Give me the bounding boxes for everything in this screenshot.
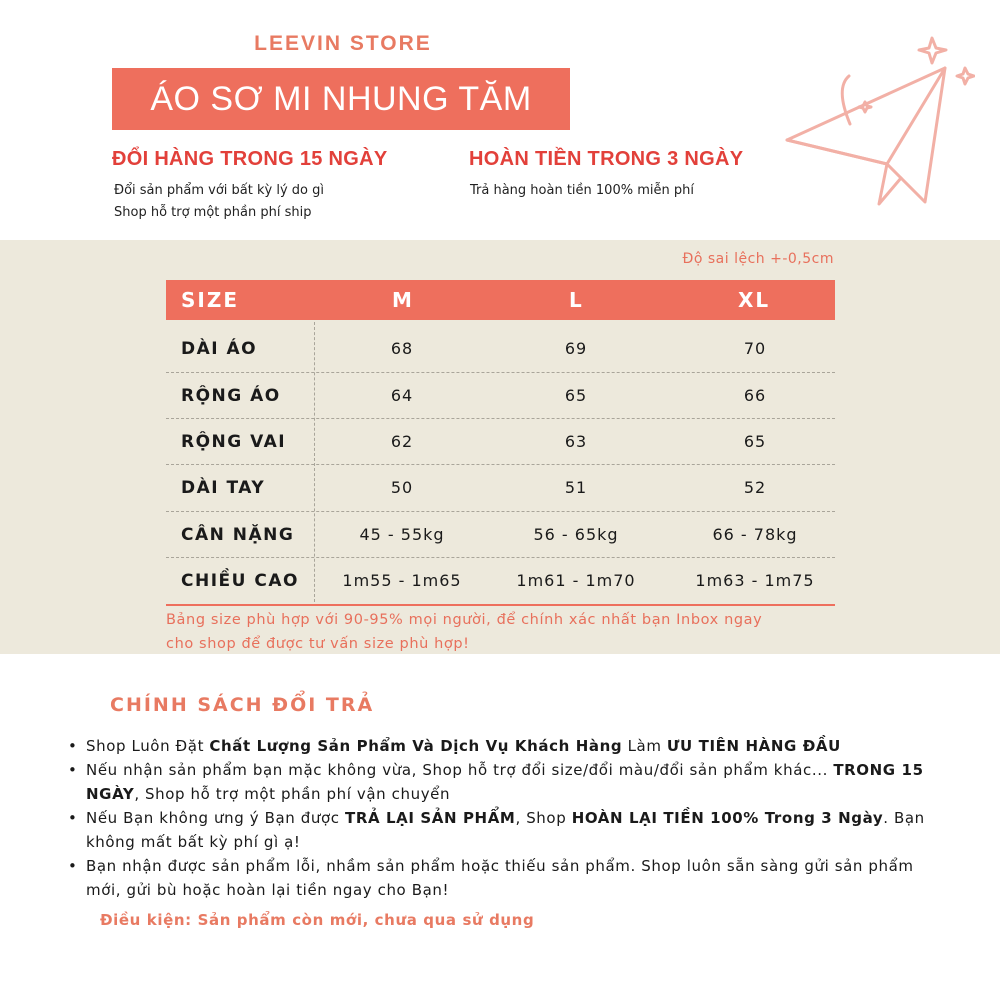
cell-xl: 1m63 - 1m75	[695, 571, 815, 590]
cell-m: 45 - 55kg	[359, 525, 445, 544]
bullet-emphasis: ƯU TIÊN HÀNG ĐẦU	[666, 737, 841, 755]
cell-l: 65	[564, 386, 588, 405]
refund-policy-line: Trả hàng hoàn tiền 100% miễn phí	[470, 183, 694, 198]
size-disclaimer	[166, 608, 846, 656]
table-row	[166, 512, 835, 558]
cell-l: 63	[564, 432, 588, 451]
cell-l: 69	[564, 339, 588, 358]
row-label: CHIỀU CAO	[181, 571, 299, 591]
cell-xl: 66 - 78kg	[712, 525, 798, 544]
size-table-header	[166, 280, 835, 320]
list-item	[62, 734, 942, 758]
cell-l: 1m61 - 1m70	[516, 571, 636, 590]
product-title-banner	[112, 68, 570, 130]
header-m: M	[392, 288, 414, 312]
list-item	[62, 758, 942, 806]
table-row	[166, 465, 835, 511]
return-policy-title: CHÍNH SÁCH ĐỔI TRẢ	[110, 694, 375, 716]
bullet-text: Bạn nhận được sản phẩm lỗi, nhầm sản phẩm hoặc thiếu sản phẩm. Shop luôn sẵn sàng gửi sản phẩm mới, gửi bù hoặc hoàn lại tiền ngay cho Bạn!	[86, 857, 914, 899]
table-row	[166, 558, 835, 604]
cell-m: 68	[390, 339, 414, 358]
cell-xl: 65	[743, 432, 767, 451]
row-label: CÂN NẶNG	[181, 525, 295, 545]
disclaimer-line: Bảng size phù hợp với 90-95% mọi người, để chính xác nhất bạn Inbox ngay	[166, 612, 763, 628]
bullet-text: Nếu Bạn không ưng ý Bạn được	[86, 809, 345, 827]
bullet-text: Nếu nhận sản phẩm bạn mặc không vừa, Shop hỗ trợ đổi size/đổi màu/đổi sản phẩm khác...	[86, 761, 828, 779]
cell-m: 64	[390, 386, 414, 405]
bullet-emphasis: Chất Lượng Sản Phẩm Và Dịch Vụ Khách Hàng	[209, 737, 623, 755]
cell-m: 62	[390, 432, 414, 451]
paper-plane-icon	[775, 28, 975, 228]
product-title: ÁO SƠ MI NHUNG TĂM	[150, 79, 532, 118]
cell-m: 1m55 - 1m65	[342, 571, 462, 590]
row-label: RỘNG ÁO	[181, 386, 281, 406]
disclaimer-line: cho shop để được tư vấn size phù hợp!	[166, 636, 470, 652]
cell-xl: 52	[743, 478, 767, 497]
table-row	[166, 326, 835, 372]
tolerance-note: Độ sai lệch +-0,5cm	[682, 251, 834, 267]
bullet-emphasis: TRẢ LẠI SẢN PHẨM	[344, 809, 516, 827]
table-row	[166, 373, 835, 419]
bullet-text: Làm	[622, 737, 667, 755]
cell-l: 56 - 65kg	[533, 525, 619, 544]
bullet-text: , Shop hỗ trợ một phần phí vận chuyển	[134, 785, 451, 803]
exchange-policy-desc	[114, 180, 324, 224]
bullet-emphasis: TRONG 15 NGÀY	[86, 761, 924, 803]
exchange-policy-line: Shop hỗ trợ một phần phí ship	[114, 205, 312, 220]
store-name: LEEVIN STORE	[254, 32, 432, 55]
table-row	[166, 419, 835, 465]
header-size: SIZE	[181, 288, 240, 312]
row-label: RỘNG VAI	[181, 432, 287, 452]
row-label: DÀI ÁO	[181, 339, 258, 359]
table-bottom-rule	[166, 604, 835, 606]
cell-m: 50	[390, 478, 414, 497]
return-policy-list	[62, 734, 942, 902]
header-xl: XL	[738, 288, 771, 312]
refund-policy-desc	[470, 180, 694, 202]
bullet-text: . Bạn không mất bất kỳ phí gì ạ!	[86, 809, 925, 851]
list-item	[62, 806, 942, 854]
cell-l: 51	[564, 478, 588, 497]
exchange-policy-title: ĐỔI HÀNG TRONG 15 NGÀY	[112, 148, 388, 170]
bullet-text: Shop Luôn Đặt	[86, 737, 210, 755]
bullet-emphasis: HOÀN LẠI TIỀN 100% Trong 3 Ngày	[571, 809, 884, 827]
exchange-policy-line: Đổi sản phẩm với bất kỳ lý do gì	[114, 183, 324, 198]
refund-policy-title: HOÀN TIỀN TRONG 3 NGÀY	[469, 148, 744, 170]
bullet-text: , Shop	[515, 809, 572, 827]
header-l: L	[569, 288, 584, 312]
list-item	[62, 854, 942, 902]
cell-xl: 66	[743, 386, 767, 405]
cell-xl: 70	[743, 339, 767, 358]
return-condition: Điều kiện: Sản phẩm còn mới, chưa qua sử dụng	[100, 911, 535, 929]
row-label: DÀI TAY	[181, 478, 266, 498]
